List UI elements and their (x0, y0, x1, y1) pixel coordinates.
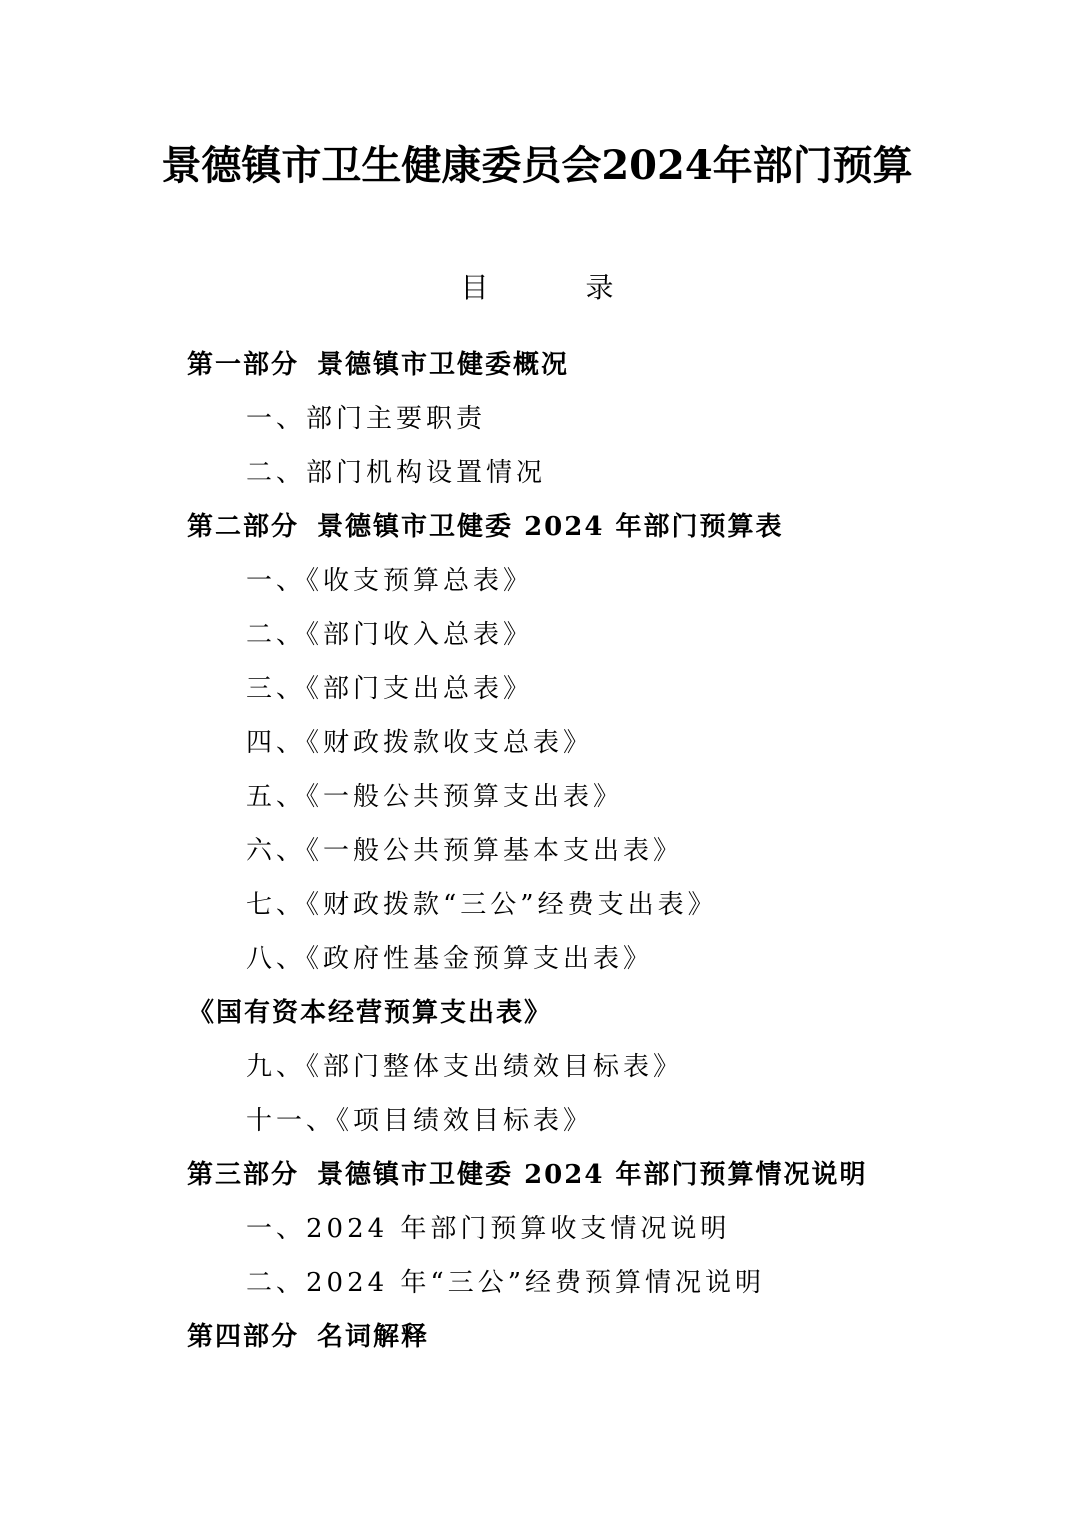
toc-item-state-capital: 《国有资本经营预算支出表》 (188, 998, 553, 1028)
toc-part-3 (187, 1148, 867, 1202)
document-title: 景德镇市卫生健康委员会2024年部门预算 (161, 142, 913, 189)
toc-part-4-title: 名词解释 (317, 1322, 430, 1352)
toc-item: 九、《部门整体支出绩效目标表》 (246, 1052, 684, 1082)
toc-part-4 (187, 1310, 429, 1364)
toc-item: 七、《财政拨款“三公”经费支出表》 (246, 890, 718, 920)
toc-part-3-label: 第三部分 (187, 1160, 300, 1190)
toc-heading: 目 录 (460, 271, 658, 304)
toc-item: 五、《一般公共预算支出表》 (246, 782, 624, 812)
toc-item: 二、部门机构设置情况 (246, 458, 547, 488)
toc-part-4-label: 第四部分 (187, 1322, 300, 1352)
toc-part-2 (187, 500, 783, 554)
toc-part-1-title: 景德镇市卫健委概况 (317, 350, 570, 380)
toc-part-3-title: 景德镇市卫健委 2024 年部门预算情况说明 (317, 1160, 868, 1190)
toc-item: 一、《收支预算总表》 (246, 566, 534, 596)
toc-item: 二、2024 年“三公”经费预算情况说明 (246, 1268, 766, 1298)
toc-item: 一、2024 年部门预算收支情况说明 (246, 1214, 731, 1244)
toc-item: 八、《政府性基金预算支出表》 (246, 944, 654, 974)
toc-part-2-label: 第二部分 (187, 512, 300, 542)
toc-item: 六、《一般公共预算基本支出表》 (246, 836, 684, 866)
toc-item: 四、《财政拨款收支总表》 (246, 728, 594, 758)
toc-item: 二、《部门收入总表》 (246, 620, 534, 650)
toc-item: 一、部门主要职责 (246, 404, 487, 434)
toc-item: 三、《部门支出总表》 (246, 674, 534, 704)
toc-part-2-title: 景德镇市卫健委 2024 年部门预算表 (317, 512, 784, 542)
toc-item: 十一、《项目绩效目标表》 (246, 1106, 594, 1136)
toc-part-1-label: 第一部分 (187, 350, 300, 380)
toc-part-1 (187, 338, 569, 392)
